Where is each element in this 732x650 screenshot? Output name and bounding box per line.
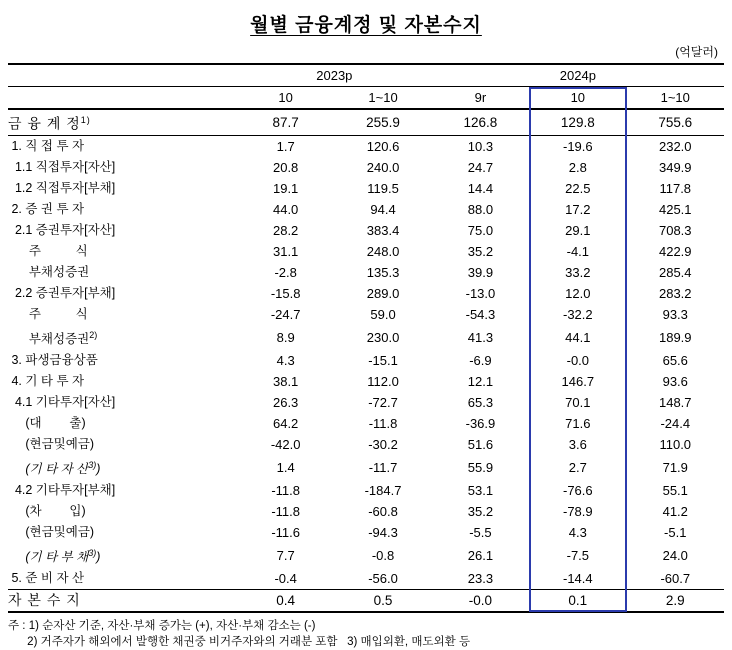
cell-value: 94.4	[370, 201, 396, 217]
financial-account-table	[8, 63, 724, 613]
cell-value: -42.0	[270, 436, 301, 452]
row-label	[8, 455, 237, 480]
row-label	[8, 262, 237, 283]
row-label	[8, 178, 237, 199]
row-label	[8, 220, 237, 241]
row-label	[8, 568, 237, 590]
cell-value: 248.0	[366, 243, 400, 259]
cell-value: 1.4	[276, 459, 295, 475]
cell-value: -76.6	[563, 482, 593, 498]
cell-value: 3.6	[568, 436, 587, 452]
cell-value: -15.1	[368, 352, 398, 368]
row-label-text: 부채성증권	[8, 264, 90, 279]
row-label	[8, 109, 237, 135]
footnote-2: 2) 거주자가 해외에서 발행한 채권중 비거주자와의 거래분 포함 3) 매입외환, 매도외환 등	[8, 636, 471, 649]
row-label	[8, 590, 237, 613]
table-row	[8, 220, 724, 241]
cell-value: 135.3	[366, 264, 400, 280]
cell-value: 31.1	[272, 243, 299, 259]
cell-value: -11.6	[271, 524, 300, 540]
cell-value: -72.7	[368, 394, 398, 410]
row-label	[8, 392, 237, 413]
row-label	[8, 501, 237, 522]
cell-value: -0.4	[237, 568, 334, 590]
table-row	[8, 109, 724, 135]
cell-value: -60.8	[368, 503, 398, 519]
cell-value: 29.1	[565, 222, 591, 238]
cell-value: -78.9	[563, 503, 593, 519]
row-label-suffix: )	[96, 550, 101, 565]
header-corner-cell	[8, 64, 237, 87]
row-label-text: 2.2 증권투자[부채]	[8, 285, 116, 300]
header-row-period	[8, 87, 724, 110]
cell-value: 26.3	[272, 394, 299, 410]
cell-value: -6.9	[469, 352, 492, 368]
row-label	[8, 371, 237, 392]
cell-value: 289.0	[366, 285, 400, 301]
cell-value: 26.1	[467, 548, 494, 564]
table-row	[8, 413, 724, 434]
cell-value: 2.7	[568, 459, 587, 475]
cell-value: 285.4	[658, 264, 692, 280]
cell-value: -30.2	[368, 436, 398, 452]
cell-value: 120.6	[366, 138, 400, 154]
cell-value: 119.5	[367, 180, 399, 196]
cell-value: 64.2	[272, 415, 299, 431]
table-row	[8, 522, 724, 543]
cell-value: -13.0	[465, 285, 496, 301]
cell-value: 35.2	[467, 503, 494, 519]
row-label-text: 2. 증 권 투 자	[8, 201, 85, 216]
cell-value: 425.1	[658, 201, 692, 217]
cell-value: 51.6	[467, 436, 494, 452]
cell-value: -14.4	[529, 568, 626, 590]
cell-value: 55.9	[467, 459, 494, 475]
row-label-text: (기 타 자 산	[8, 461, 89, 476]
row-label	[8, 157, 237, 178]
page-title: 월별 금융계정 및 자본수지	[250, 15, 482, 36]
cell-value: 240.0	[366, 159, 400, 175]
row-label-superscript: 1)	[80, 115, 91, 125]
cell-value: 112.0	[367, 373, 399, 389]
header-corner-cell-2	[8, 87, 237, 110]
cell-value: -54.3	[465, 306, 496, 322]
cell-value: -0.0	[566, 352, 590, 368]
cell-value: 0.4	[237, 590, 334, 613]
table-row	[8, 568, 724, 590]
cell-value: 4.3	[276, 352, 295, 368]
row-label-text: 부채성증권	[8, 331, 90, 346]
cell-value: 14.4	[467, 180, 494, 196]
row-label	[8, 135, 237, 157]
row-label	[8, 522, 237, 543]
cell-value: -60.7	[627, 568, 724, 590]
cell-value: 4.3	[568, 524, 587, 540]
row-label	[8, 480, 237, 501]
cell-value: -32.2	[563, 306, 593, 322]
cell-value: 93.6	[662, 373, 688, 389]
cell-value: 422.9	[658, 243, 692, 259]
footnotes	[8, 613, 724, 650]
table-row	[8, 501, 724, 522]
row-label-text: 4. 기 타 투 자	[8, 373, 85, 388]
row-label-text: 주 식	[8, 243, 88, 258]
row-label	[8, 304, 237, 325]
cell-value: 22.5	[565, 180, 591, 196]
cell-value: 44.1	[565, 329, 591, 345]
cell-value: 0.1	[529, 590, 626, 613]
header-col-2023-10: 10	[237, 87, 334, 110]
row-label	[8, 325, 237, 350]
row-label-suffix: )	[96, 461, 101, 476]
cell-value: 383.4	[366, 222, 400, 238]
cell-value: -94.3	[368, 524, 398, 540]
row-label-text: (현금및예금)	[8, 436, 95, 451]
cell-value: 232.0	[658, 138, 692, 154]
table-row	[8, 325, 724, 350]
cell-value: 129.8	[529, 109, 626, 135]
cell-value: -11.8	[271, 503, 300, 519]
cell-value: -4.1	[566, 243, 590, 259]
row-label-text: 주 식	[8, 306, 88, 321]
cell-value: 17.2	[565, 201, 591, 217]
cell-value: 189.9	[658, 329, 692, 345]
cell-value: 117.8	[659, 180, 692, 196]
cell-value: 1.7	[276, 138, 295, 154]
cell-value: 55.1	[662, 482, 688, 498]
table-row	[8, 350, 724, 371]
cell-value: 35.2	[467, 243, 494, 259]
row-label-text: 1. 직 접 투 자	[8, 138, 85, 153]
cell-value: 39.9	[467, 264, 494, 280]
row-label-text: (차 입)	[8, 503, 86, 518]
cell-value: 2.9	[627, 590, 724, 613]
row-label	[8, 543, 237, 568]
cell-value: 88.0	[467, 201, 494, 217]
cell-value: 44.0	[272, 201, 299, 217]
header-col-2024-10: 10	[529, 87, 626, 110]
row-label-text: 3. 파생금융상품	[8, 352, 98, 367]
cell-value: 75.0	[467, 222, 494, 238]
cell-value: 19.1	[272, 180, 299, 196]
table-row	[8, 434, 724, 455]
cell-value: 24.7	[467, 159, 494, 175]
row-label-text: (기 타 부 채	[8, 550, 89, 565]
row-label-text: 5. 준 비 자 산	[8, 571, 85, 586]
cell-value: 110.0	[659, 436, 692, 452]
cell-value: 28.2	[272, 222, 299, 238]
cell-value: 7.7	[276, 548, 295, 564]
cell-value: 93.3	[662, 306, 688, 322]
row-label-text: 2.1 증권투자[자산]	[8, 222, 116, 237]
cell-value: 146.7	[561, 373, 595, 389]
cell-value: 23.3	[432, 568, 529, 590]
table-row	[8, 157, 724, 178]
table-row	[8, 480, 724, 501]
row-label	[8, 199, 237, 220]
row-label-superscript: 3)	[88, 459, 97, 470]
cell-value: 12.1	[467, 373, 494, 389]
cell-value: 8.9	[276, 329, 295, 345]
cell-value: 0.5	[334, 590, 431, 613]
cell-value: -24.7	[270, 306, 301, 322]
table-row	[8, 178, 724, 199]
table-header	[8, 64, 724, 109]
row-label	[8, 241, 237, 262]
cell-value: 65.3	[467, 394, 494, 410]
header-col-2023-1-10: 1~10	[334, 87, 431, 110]
row-label-text: 4.1 기타투자[자산]	[8, 394, 116, 409]
cell-value: -24.4	[660, 415, 691, 431]
row-label	[8, 413, 237, 434]
table-row	[8, 283, 724, 304]
cell-value: 230.0	[366, 329, 400, 345]
cell-value: 41.3	[467, 329, 494, 345]
row-label-text: (현금및예금)	[8, 524, 95, 539]
header-col-2024-1-10: 1~10	[627, 87, 724, 110]
cell-value: 87.7	[237, 109, 334, 135]
cell-value: 71.6	[565, 415, 591, 431]
cell-value: 708.3	[658, 222, 692, 238]
header-row-year	[8, 64, 724, 87]
table-body	[8, 109, 724, 612]
cell-value: -0.0	[432, 590, 529, 613]
cell-value: 41.2	[662, 503, 688, 519]
table-row	[8, 262, 724, 283]
cell-value: 71.9	[662, 459, 688, 475]
cell-value: 24.0	[662, 548, 688, 564]
cell-value: 70.1	[565, 394, 591, 410]
row-label-text: 자 본 수 지	[8, 592, 81, 609]
cell-value: 349.9	[658, 159, 692, 175]
cell-value: -5.5	[469, 524, 492, 540]
table-row	[8, 392, 724, 413]
table-row	[8, 455, 724, 480]
cell-value: -36.9	[465, 415, 496, 431]
cell-value: 20.8	[272, 159, 299, 175]
cell-value: -0.8	[371, 548, 395, 564]
cell-value: 53.1	[467, 482, 494, 498]
row-label-text: 4.2 기타투자[부채]	[8, 482, 116, 497]
table-row	[8, 199, 724, 220]
cell-value: 126.8	[432, 109, 529, 135]
table-row	[8, 371, 724, 392]
row-label-superscript: 2)	[89, 329, 98, 340]
table-row	[8, 543, 724, 568]
row-label-text: 1.2 직접투자[부채]	[8, 180, 116, 195]
cell-value: 38.1	[272, 373, 299, 389]
cell-value: -184.7	[364, 482, 402, 498]
cell-value: -15.8	[270, 285, 301, 301]
cell-value: -19.6	[563, 138, 593, 154]
cell-value: -7.5	[566, 548, 590, 564]
table-row	[8, 304, 724, 325]
header-col-2024-9r: 9r	[432, 87, 529, 110]
cell-value: 255.9	[334, 109, 431, 135]
cell-value: 755.6	[627, 109, 724, 135]
row-label	[8, 350, 237, 371]
table-row	[8, 241, 724, 262]
table-row	[8, 590, 724, 613]
cell-value: 148.7	[658, 394, 692, 410]
row-label	[8, 434, 237, 455]
cell-value: 2.8	[568, 159, 587, 175]
row-label-superscript: 3)	[88, 547, 97, 558]
row-label	[8, 283, 237, 304]
header-group-2024: 2024p	[432, 64, 724, 87]
row-label-text: (대 출)	[8, 415, 86, 430]
cell-value: -11.8	[368, 415, 398, 431]
cell-value: -2.8	[274, 264, 297, 280]
cell-value: 12.0	[565, 285, 591, 301]
cell-value: 59.0	[370, 306, 396, 322]
cell-value: -56.0	[334, 568, 431, 590]
cell-value: -11.8	[271, 482, 300, 498]
unit-label: (억달러)	[675, 45, 718, 59]
cell-value: 65.6	[662, 352, 688, 368]
footnote-1: 주 : 1) 순자산 기준, 자산·부채 증가는 (+), 자산·부채 감소는 (-)	[8, 620, 316, 633]
row-label-text: 금 융 계 정	[8, 115, 81, 132]
table-row	[8, 135, 724, 157]
row-label-text: 1.1 직접투자[자산]	[8, 159, 116, 174]
cell-value: 10.3	[467, 138, 494, 154]
cell-value: 283.2	[658, 285, 692, 301]
cell-value: 33.2	[565, 264, 591, 280]
header-group-2023: 2023p	[237, 64, 432, 87]
cell-value: -11.7	[368, 459, 398, 475]
cell-value: -5.1	[664, 524, 687, 540]
